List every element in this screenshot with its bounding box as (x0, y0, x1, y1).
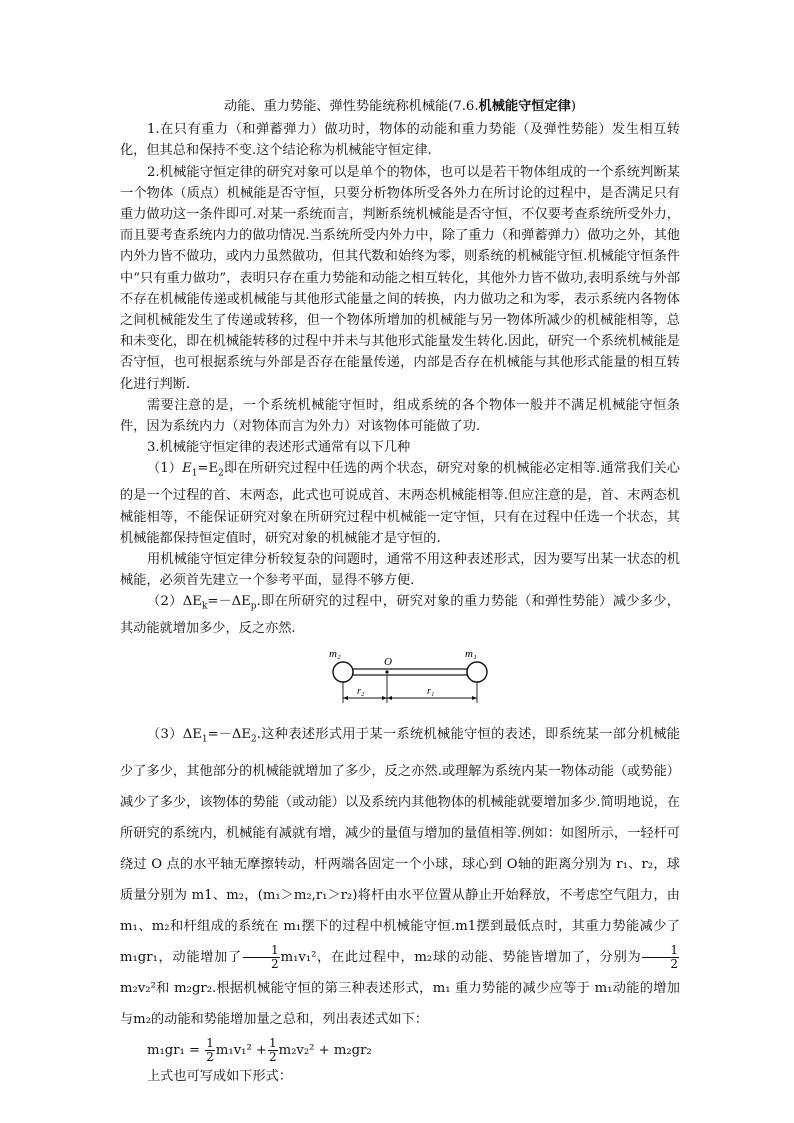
label-m2: m₂ (329, 648, 341, 661)
energy-equation: m₁gr₁ = $\frac{1}{2}$ m₁v₁² + $\frac{1}{2}$ m₂v₂² + m₂gr₂ (147, 1036, 372, 1064)
paragraph-6: 用机械能守恒定律分析较复杂的问题时，通常不用这种表述形式，因为要写出某一状态的机械能，必须首先建立一个参考平面，显得不够方便. (120, 551, 680, 589)
paragraph-2: 2.机械能守恒定律的研究对象可以是单个的物体，也可以是若干物体组成的一个系统判断某一个物体（质点）机械能是否守恒，只要分析物体所受各外力在所讨论的过程中，是否满足只有重力做功这一条件即可.对某一系统而言，判断系统机械能是否守恒，不仅要考查系统所受外力，而且要考查系统内力的做功情况.当系统所受内外力中，除了重力（和弹蓄弹力）做功之外，其他内外力皆不做功，或内力虽然做功，但其代数和始终为零，则系统的机械能守恒.机械能守恒条件中“只有重力做功”，表明只存在重力势能和动能之相互转化，其他外力皆不做功,表明系统与外部不存在机械能传递或机械能与其他形式能量之间的转换，内力做功之和为零，表示系统内各物体之间机械能发生了传递或转移，但一个物体所增加的机械能与另一物体所减少的机械能相等，总和未变化，即在机械能转移的过程中并未与其他形式能量发生转化.因此，研究一个系统机械能是否守恒，也可根据系统与外部是否存在能量传递，内部是否存在机械能与其他形式能量的相互转化进行判断. (120, 164, 680, 392)
arrow-r1-left (387, 696, 392, 700)
arrow-r2-left (343, 696, 348, 700)
fraction-half: $\frac{1}{2}$ (243, 944, 280, 971)
rod-diagram (325, 645, 495, 707)
label-r1: r₁ (427, 686, 435, 698)
arrow-r1-right (472, 696, 477, 700)
ball-m2 (333, 662, 353, 682)
paragraph-3: 需要注意的是，一个系统机械能守恒时，组成系统的各个物体一般并不满足机械能守恒条件，因为系统内力（对物体而言为外力）对该物体可能做了功. (120, 397, 680, 435)
pivot-o (385, 671, 388, 674)
rod (353, 669, 467, 675)
fraction-half: $\frac{1}{2}$ (268, 1036, 277, 1064)
ball-m1 (467, 662, 487, 682)
paragraph-4: 3.机械能守恒定律的表述形式通常有以下几种 (147, 440, 411, 456)
fraction-half: $\frac{1}{2}$ (642, 944, 679, 971)
title-bold: 机械能守恒定律 (478, 99, 571, 114)
label-o: O (384, 656, 392, 669)
label-r2: r₂ (357, 686, 365, 698)
document-content (120, 96, 680, 1087)
paragraph-5: $(1)E_1=E_2$即在所研究过程中任选的两个状态，研究对象的机械能必定相等.通常我们关心的是一个过程的首、末两态，此式也可说成首、末两态机械能相等.但应注意的是，首、末两态机械能相等，不能保证研究对象在所研究过程中机械能一定守恒，只有在过程中任选一个状态，其机械能都保持恒定值时，研究对象的机械能才是守恒的. (120, 461, 680, 546)
arrow-r2-right (382, 696, 387, 700)
paragraph-9: 上式也可写成如下形式： (147, 1069, 293, 1084)
label-m1: m₁ (465, 648, 477, 661)
paragraph-8: $(3)\Delta E_1=-\Delta E_2$.这种表述形式用于某一系统机械能守恒的表述，即系统某一部分机械能少了多少，其他部分的机械能就增加了多少，反之亦然.或理解为系统内某一物体动能（或势能）减少了多少，该物体的势能（或动能）以及系统内其他物体的机械能就要增加多少.简明地说，在所研究的系统内，机械能有减就有增，减少的量值与增加的量值相等.例如：如图所示，一轻杆可绕过 O 点的水平轴无摩擦转动，杆两端各固定一个小球，球心到 O轴的距离分别为 r₁、r₂，球质量分别为 m1、m₂，(m₁＞m₂,r₁＞r₂)将杆由水平位置从静止开始释放，不考虑空气阻力，由 m₁、m₂和杆组成的系统在 m₁摆下的过程中机械能守恒.m1摆到最低点时，其重力势能减少了 m₁gr₁，动能增加了 $\frac{1}{2}$ m₁v₁²，在此过程中，m₂球的动能、势能皆增加了，分别为 $\frac{1}{2}$ m₂v₂²和 m₂gr₂.根据机械能守恒的第三种表述形式，m₁ 重力势能的减少应等于 m₁动能的增加与m₂的动能和势能增加量之总和，列出表述式如下： (120, 727, 680, 1027)
rod-figure (120, 645, 680, 709)
paragraph-1: 1.在只有重力（和弹蓄弹力）做功时，物体的动能和重力势能（及弹性势能）发生相互转化，但其总和保持不变.这个结论称为机械能守恒定律. (120, 122, 680, 159)
fraction-half: $\frac{1}{2}$ (206, 1036, 214, 1064)
page-title: 动能、重力势能、弹性势能统称机械能(7.6.机械能守恒定律) (224, 99, 576, 114)
paragraph-7: $(2)\Delta E_k=-\Delta E_p$.即在所研究的过程中，研究对象的重力势能（和弹性势能）减少多少，其动能就增加多少，反之亦然. (120, 594, 680, 637)
